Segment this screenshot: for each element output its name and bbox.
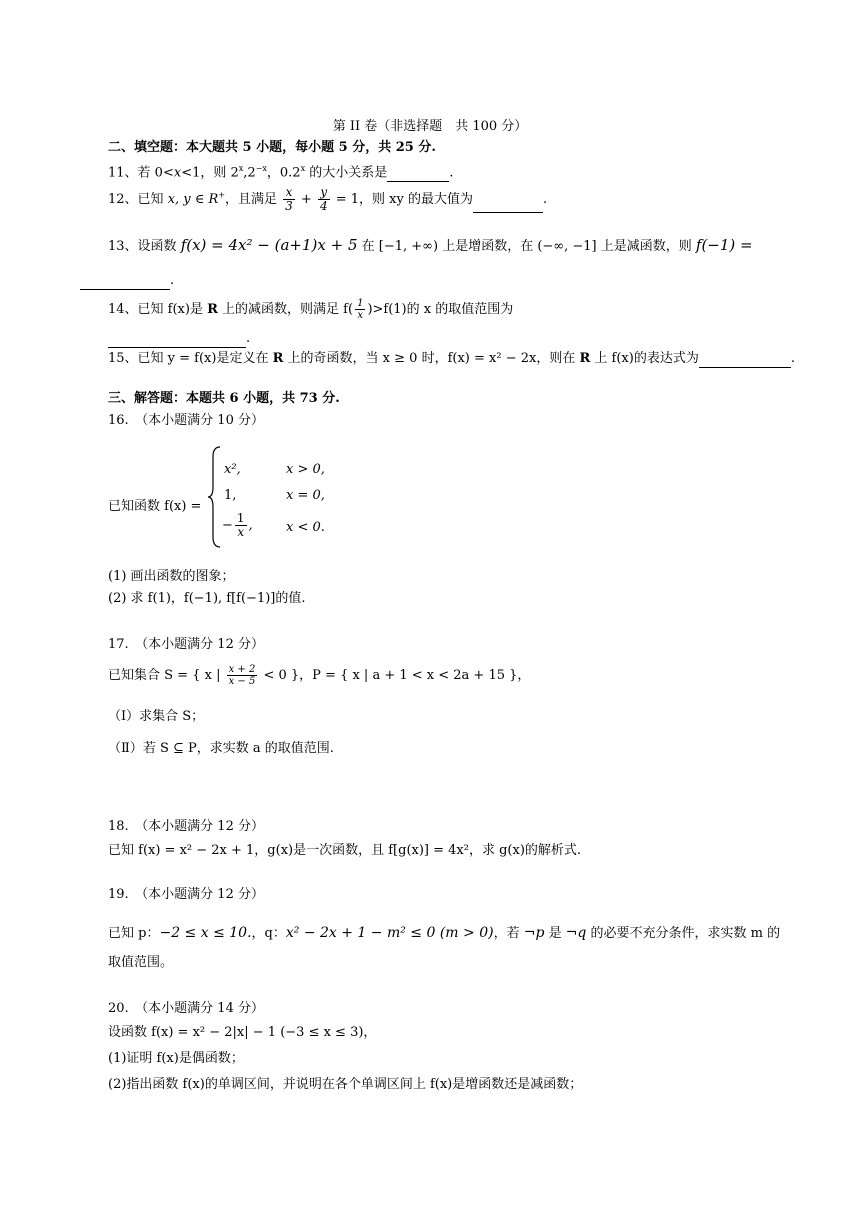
answer-blank[interactable]	[387, 167, 449, 182]
section-header: 第 II 卷（非选择题 共 100 分）	[332, 119, 528, 134]
piecewise-brace	[207, 445, 223, 549]
question-16-part-2: (2) 求 f(1)，f(−1), f[f(−1)]的值.	[108, 591, 306, 606]
question-17-part-2: （Ⅱ）若 S ⊆ P，求实数 a 的取值范围.	[108, 741, 334, 756]
question-11: 11、若 0<x<1，则 $2^x,2^{-x}$，0.2$^x$ 的大小关系是 .	[108, 164, 454, 181]
question-16-intro: 已知函数 f(x) =	[108, 499, 202, 514]
question-20-body: 设函数 f(x) = x² − 2|x| − 1 (−3 ≤ x ≤ 3)，	[108, 1025, 377, 1040]
question-17-body: 已知集合 S = { x | $\frac{x + 2}{x - 5}$ < 0 }，P = { x | a + 1 < x < 2a + 15 }，	[108, 664, 531, 687]
question-18-header: 18. （本小题满分 12 分）	[108, 819, 264, 834]
question-13-cont: .	[80, 272, 174, 290]
question-17-header: 17. （本小题满分 12 分）	[108, 637, 264, 652]
question-19-header: 19. （本小题满分 12 分）	[108, 887, 264, 902]
question-17-part-1: （Ⅰ）求集合 S；	[108, 709, 205, 724]
question-16-part-1: (1) 画出函数的图象；	[108, 569, 235, 584]
piecewise-cond-3: x < 0.	[286, 520, 325, 535]
answer-blank[interactable]	[699, 353, 791, 368]
question-20-header: 20. （本小题满分 14 分）	[108, 1001, 264, 1016]
question-13: 13、设函数 f(x) = 4x² − (a+1)x + 5 在 [−1, +∞) 上是增函数，在 (−∞, −1] 上是减函数，则 f(−1) =	[108, 236, 753, 254]
piecewise-case-1: x²,	[224, 462, 241, 477]
question-18-body: 已知 f(x) = x² − 2x + 1，g(x)是一次函数，且 f[g(x)] = 4x²，求 g(x)的解析式.	[108, 843, 582, 858]
answer-blank[interactable]	[80, 275, 170, 290]
question-19-body: 已知 p：−2 ≤ x ≤ 10.，q：x² − 2x + 1 − m² ≤ 0 (m > 0)，若 ¬p 是 ¬q 的必要不充分条件，求实数 m 的	[108, 925, 781, 941]
question-20-part-2: (2)指出函数 f(x)的单调区间，并说明在各个单调区间上 f(x)是增函数还是减函数；	[108, 1077, 583, 1092]
piecewise-case-2: 1,	[224, 488, 237, 503]
question-19-cont: 取值范围。	[108, 955, 174, 970]
question-15: 15、已知 y = f(x)是定义在 R 上的奇函数，当 x ≥ 0 时，f(x) = x² − 2x，则在 R 上 f(x)的表达式为 .	[108, 351, 795, 366]
piecewise-case-3: − $\frac{1}{x}$ ,	[222, 511, 253, 539]
question-16-header: 16. （本小题满分 10 分）	[108, 413, 264, 428]
question-20-part-1: (1)证明 f(x)是偶函数；	[108, 1051, 244, 1066]
question-14-cont: .	[108, 330, 250, 348]
fill-in-section-title: 二、填空题：本大题共 5 小题，每小题 5 分，共 25 分.	[108, 140, 436, 155]
piecewise-cond-1: x > 0,	[286, 462, 325, 477]
answer-blank[interactable]	[108, 333, 246, 348]
question-14: 14、已知 f(x)是 R 上的减函数，则满足 f( $\frac{1}{x}$ )>f(1)的 x 的取值范围为	[108, 298, 514, 321]
answer-blank[interactable]	[473, 198, 543, 213]
solution-section-title: 三、解答题：本题共 6 小题，共 73 分.	[108, 391, 340, 406]
question-12: 12、已知 x, y ∈ R+，且满足 $\frac{x}{3}$ + $\frac{y}{4}$ = 1，则 xy 的最大值为 .	[108, 185, 548, 213]
piecewise-cond-2: x = 0,	[286, 488, 325, 503]
